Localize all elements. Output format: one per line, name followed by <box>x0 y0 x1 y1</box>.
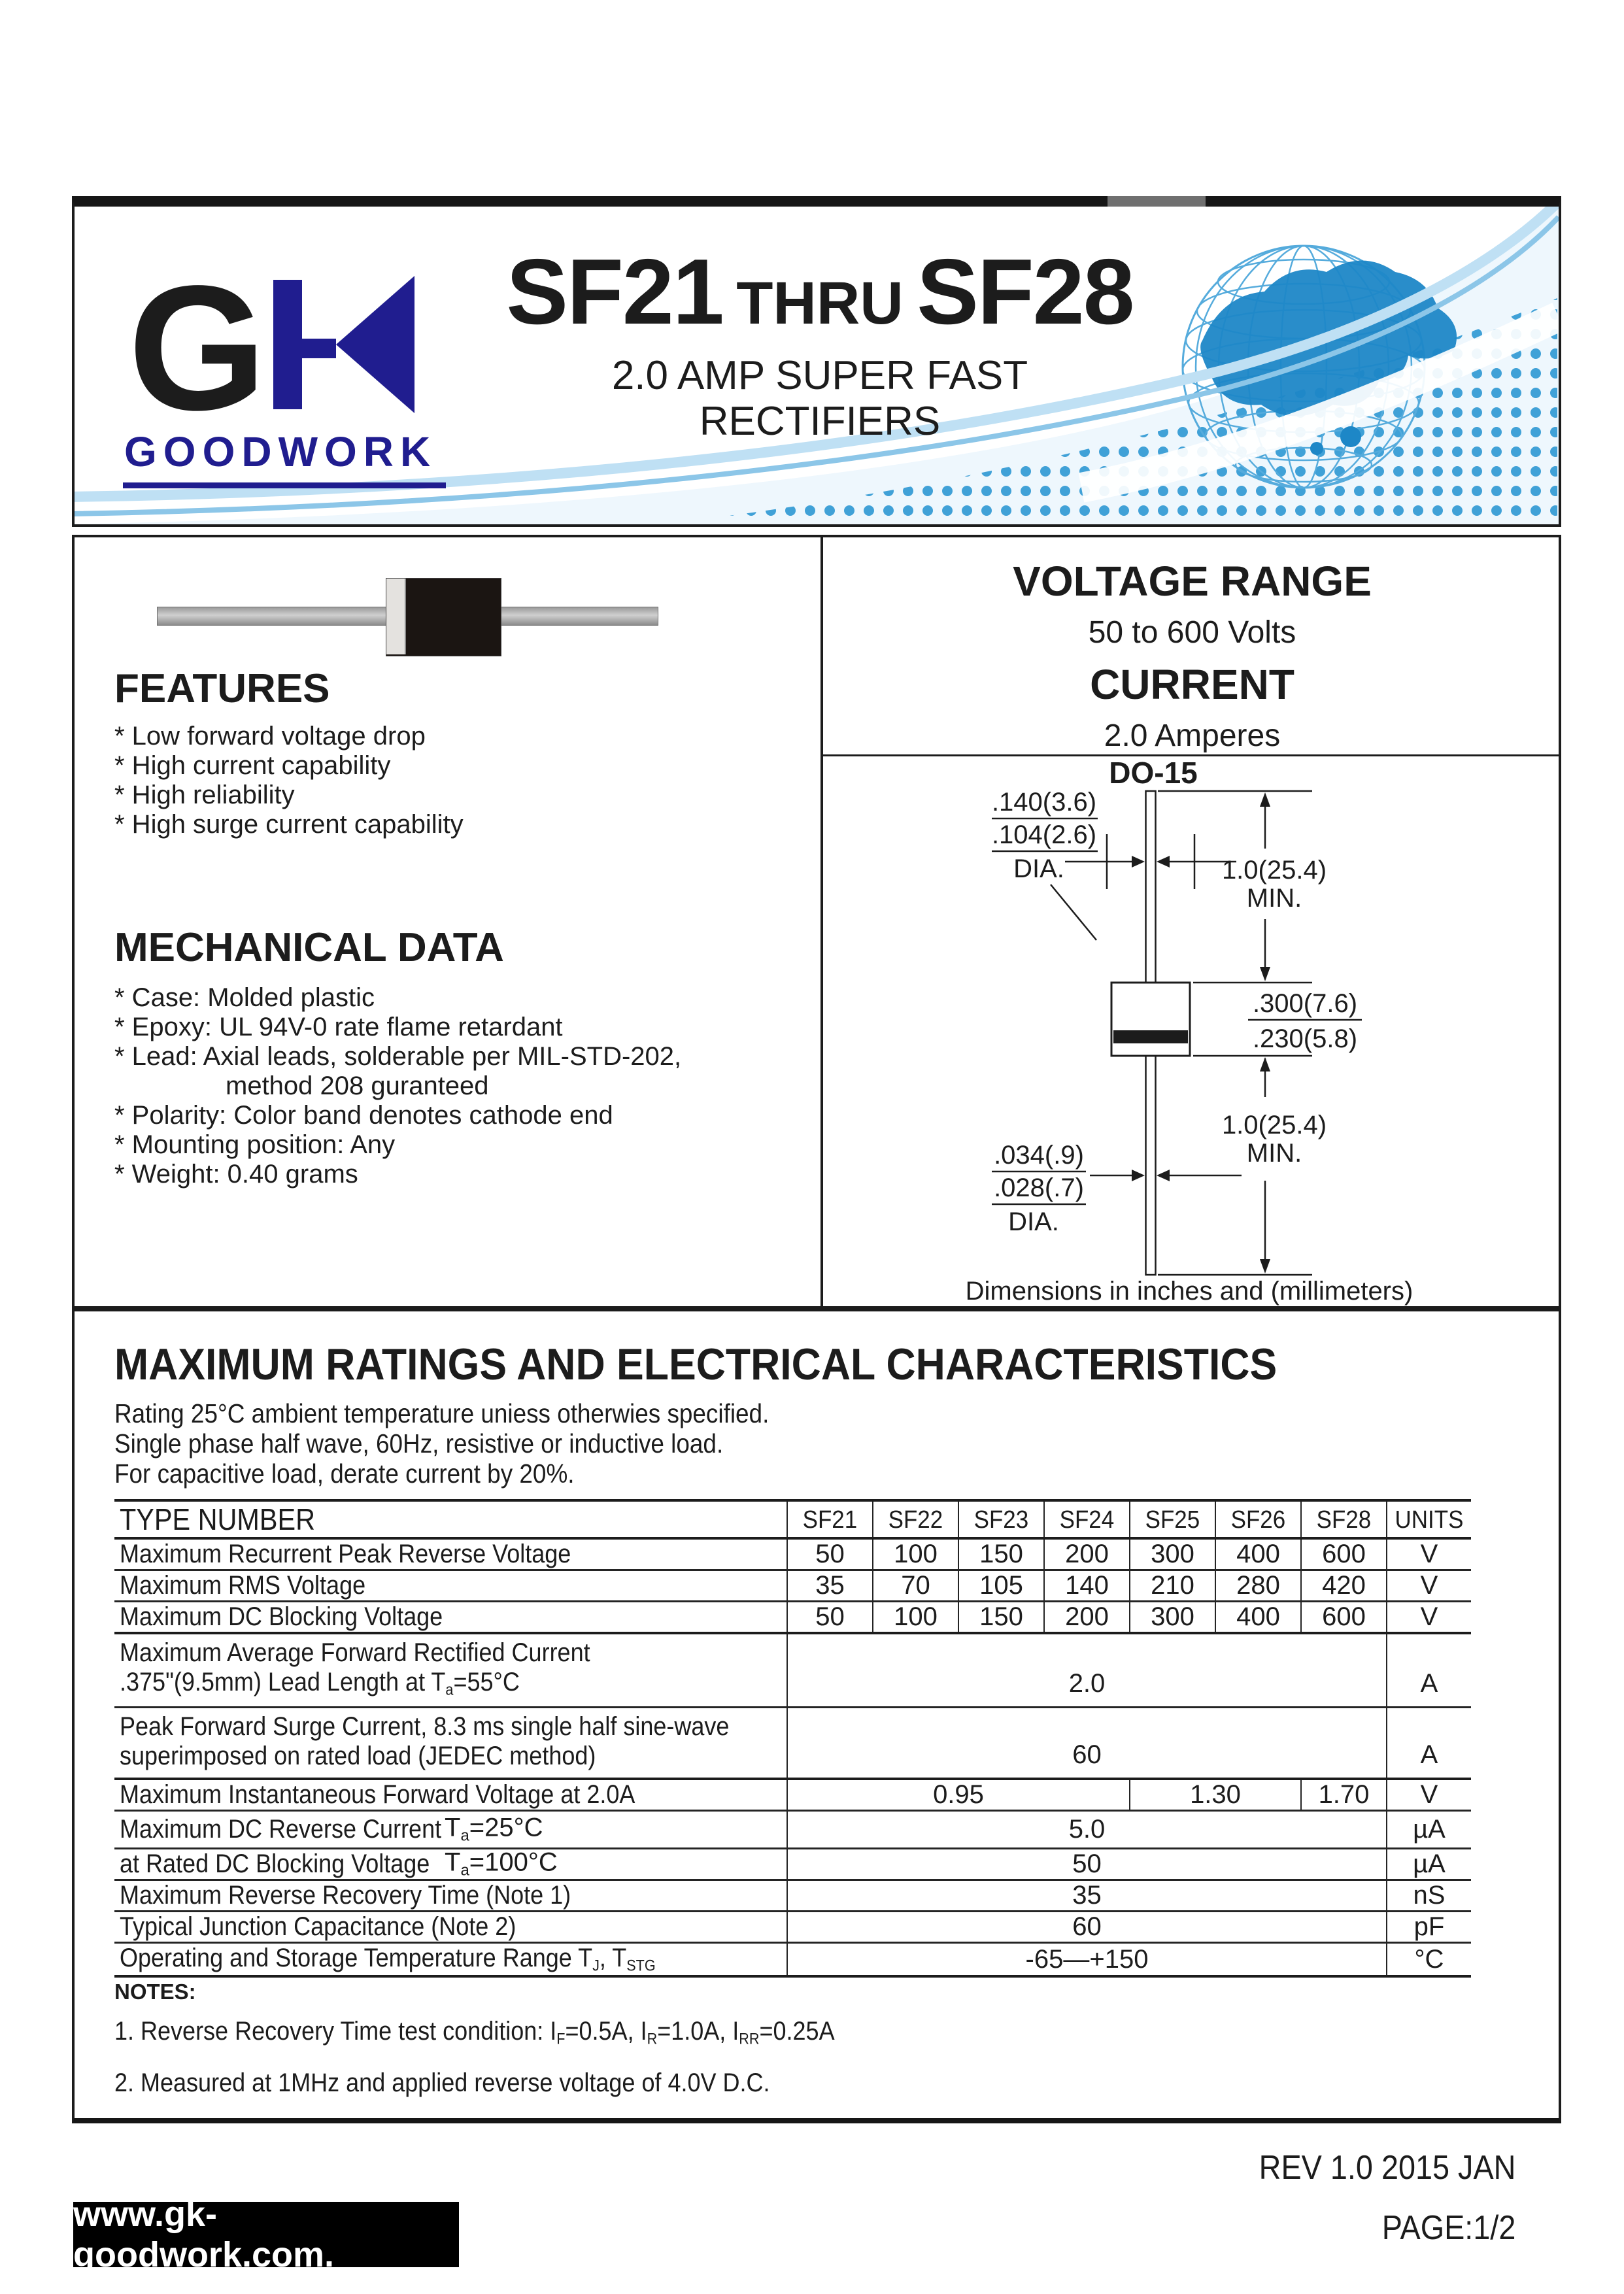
cell-unit: V <box>1387 1538 1471 1570</box>
cell-value-sf21-24: 0.95 <box>933 1780 984 1809</box>
revision-text: REV 1.0 2015 JAN <box>1259 2149 1515 2187</box>
cell-unit: µA <box>1387 1848 1471 1880</box>
page-number: PAGE:1/2 <box>1381 2209 1515 2247</box>
row-label: at Rated DC Blocking Voltage <box>120 1849 430 1878</box>
feature-item: * High reliability <box>114 781 295 809</box>
dim-dia-label: DIA. <box>1013 854 1064 883</box>
table-row <box>114 1602 1471 1634</box>
cell-value: 400 <box>1215 1602 1301 1634</box>
cell-unit: µA <box>1387 1810 1471 1848</box>
diagram-body <box>1111 983 1190 1056</box>
cell-unit: nS <box>1387 1880 1471 1911</box>
table-row <box>114 1810 1471 1848</box>
intro-line: For capacitive load, derate current by 20%. <box>114 1459 575 1489</box>
cell-value: 600 <box>1301 1538 1387 1570</box>
cell-value-merged: 5.0 <box>1068 1814 1106 1844</box>
table-row <box>114 1779 1471 1811</box>
cell-value: 210 <box>1130 1570 1215 1602</box>
col-sf25: SF25 <box>1145 1506 1200 1534</box>
row-label-line2: superimposed on rated load (JEDEC method) <box>120 1741 596 1770</box>
ratings-heading: MAXIMUM RATINGS AND ELECTRICAL CHARACTERISTICS <box>114 1340 1277 1389</box>
row-label: Typical Junction Capacitance (Note 2) <box>120 1912 516 1941</box>
title-part2: SF28 <box>917 240 1134 344</box>
col-sf24: SF24 <box>1059 1506 1115 1534</box>
mechanical-item: * Weight: 0.40 grams <box>114 1160 358 1189</box>
mechanical-item: * Polarity: Color band denotes cathode end <box>114 1101 613 1130</box>
mechanical-item: * Epoxy: UL 94V-0 rate flame retardant <box>114 1013 563 1041</box>
dim-lead-dia-max: .034(.9) <box>994 1141 1084 1170</box>
header-box <box>72 196 1561 527</box>
website-url: www.gk-goodwork.com. <box>73 2195 335 2274</box>
col-type-number: TYPE NUMBER <box>120 1502 316 1536</box>
col-sf21: SF21 <box>802 1506 858 1534</box>
dim-dia-label-bottom: DIA. <box>1008 1207 1059 1236</box>
dim-lead-length-bottom: 1.0(25.4) <box>1221 1111 1327 1139</box>
table-header-row <box>114 1500 1471 1538</box>
diode-cathode-band <box>386 579 406 654</box>
row-label: Maximum RMS Voltage <box>120 1571 366 1600</box>
row-label: Maximum DC Blocking Voltage <box>120 1602 443 1631</box>
cell-value-merged: 50 <box>1072 1849 1102 1878</box>
cell-value-merged: 2.0 <box>1068 1668 1106 1698</box>
diagram-cathode-band <box>1113 1030 1188 1043</box>
row-condition: $T_a=25^\circ C$ <box>445 1813 543 1845</box>
row-label-line1: Peak Forward Surge Current, 8.3 ms single half sine-wave <box>120 1712 730 1741</box>
logo-g-letter: G <box>128 275 267 425</box>
current-label: CURRENT <box>1090 661 1294 708</box>
mechanical-item: * Lead: Axial leads, solderable per MIL-STD-202, <box>114 1042 682 1071</box>
feature-item: * High current capability <box>114 751 391 780</box>
table-row <box>114 1848 1471 1880</box>
cell-value: 420 <box>1301 1570 1387 1602</box>
dim-min-label-bottom: MIN. <box>1246 1139 1302 1168</box>
mechanical-item: * Case: Molded plastic <box>114 983 375 1012</box>
cell-value-sf28: 1.70 <box>1301 1779 1387 1811</box>
notes-heading: NOTES: <box>114 1980 196 2004</box>
row-label: Maximum Reverse Recovery Time (Note 1) <box>120 1880 571 1910</box>
voltage-range-label: VOLTAGE RANGE <box>1013 558 1372 605</box>
cell-value: 50 <box>787 1538 873 1570</box>
col-units: UNITS <box>1395 1506 1464 1534</box>
dim-lead-dia-min: .028(.7) <box>994 1173 1084 1202</box>
dim-min-label-top: MIN. <box>1246 884 1302 913</box>
logo-k-bar <box>302 339 336 358</box>
mechanical-list <box>114 983 681 1189</box>
col-sf26: SF26 <box>1230 1506 1286 1534</box>
logo-k-stem <box>273 280 302 409</box>
cell-value: 35 <box>787 1570 873 1602</box>
horizontal-divider <box>823 754 1561 756</box>
cell-value: 140 <box>1044 1570 1130 1602</box>
mechanical-item: * Mounting position: Any <box>114 1130 396 1159</box>
cell-value: 280 <box>1215 1570 1301 1602</box>
cell-value-sf25-26: 1.30 <box>1130 1779 1301 1811</box>
cell-value: 200 <box>1044 1538 1130 1570</box>
cell-value-merged: 35 <box>1072 1880 1102 1910</box>
package-name: DO-15 <box>1109 757 1198 790</box>
table-row <box>114 1911 1471 1942</box>
cell-value: 300 <box>1130 1538 1215 1570</box>
intro-line: Single phase half wave, 60Hz, resistive or inductive load. <box>114 1428 724 1459</box>
intro-line: Rating 25°C ambient temperature uniess otherwies specified. <box>114 1398 770 1428</box>
row-label-line1: Maximum Average Forward Rectified Current <box>120 1638 590 1667</box>
dim-body-dia-max: .140(3.6) <box>991 788 1097 817</box>
table-row <box>114 1942 1471 1976</box>
logo-wordmark: GOODWORK <box>123 428 446 488</box>
cell-value-merged: -65—+150 <box>1025 1944 1149 1974</box>
cell-unit: V <box>1387 1570 1471 1602</box>
table-row <box>114 1707 1471 1779</box>
dim-lead-length-top: 1.0(25.4) <box>1221 856 1327 885</box>
website-badge <box>73 2195 459 2274</box>
page-subtitle: 2.0 AMP SUPER FAST RECTIFIERS <box>611 353 1028 444</box>
cell-value: 100 <box>873 1602 958 1634</box>
table-row <box>114 1538 1471 1570</box>
current-value: 2.0 Amperes <box>1104 718 1281 753</box>
feature-item: * High surge current capability <box>114 810 464 839</box>
table-row <box>114 1880 1471 1911</box>
dim-body-len-min: .230(5.8) <box>1252 1024 1358 1053</box>
cell-value: 150 <box>958 1602 1044 1634</box>
cell-value: 400 <box>1215 1538 1301 1570</box>
row-label: Maximum Recurrent Peak Reverse Voltage <box>120 1540 571 1568</box>
features-heading: FEATURES <box>114 666 330 711</box>
mechanical-item: method 208 guranteed <box>226 1071 489 1100</box>
cell-unit: °C <box>1387 1942 1471 1976</box>
specs-block <box>823 553 1561 760</box>
do15-package-diagram <box>823 757 1561 1306</box>
ratings-box <box>72 1309 1561 2123</box>
cell-value: 50 <box>787 1602 873 1634</box>
cell-value: 150 <box>958 1538 1044 1570</box>
col-sf22: SF22 <box>888 1506 943 1534</box>
cell-unit: pF <box>1387 1911 1471 1942</box>
cell-unit: A <box>1387 1633 1471 1707</box>
table-row <box>114 1633 1471 1707</box>
voltage-range-value: 50 to 600 Volts <box>1088 615 1296 650</box>
cell-value: 200 <box>1044 1602 1130 1634</box>
note-2: 2. Measured at 1MHz and applied reverse voltage of 4.0V D.C. <box>114 2068 770 2097</box>
cell-value-merged: 60 <box>1072 1740 1102 1769</box>
row-label: Maximum DC Reverse Current <box>120 1814 442 1844</box>
col-sf23: SF23 <box>973 1506 1029 1534</box>
col-sf28: SF28 <box>1316 1506 1372 1534</box>
ratings-intro <box>114 1398 842 1489</box>
dim-body-len-max: .300(7.6) <box>1252 989 1358 1018</box>
cell-value: 70 <box>873 1570 958 1602</box>
row-label-line2: .375"(9.5mm) Lead Length at $T_a=55^\circ C$ <box>120 1668 520 1699</box>
dim-body-dia-min: .104(2.6) <box>991 820 1097 849</box>
ratings-table <box>114 1499 1471 1978</box>
features-package-box <box>72 535 1561 1309</box>
row-condition: $T_a=100^\circ C$ <box>445 1847 558 1880</box>
note-1: 1. Reverse Recovery Time test condition: $I_F=0.5A$, $I_R=1.0A$, $I_{RR}=0.25A$ <box>114 2017 835 2048</box>
logo-k-triangle <box>336 276 414 413</box>
row-label: Operating and Storage Temperature Range $T_J$, $T_{STG}$ <box>120 1943 656 1975</box>
cell-value: 105 <box>958 1570 1044 1602</box>
gk-logo <box>128 275 494 425</box>
cell-unit: A <box>1387 1707 1471 1779</box>
title-part1: SF21 <box>506 240 723 344</box>
page-title <box>493 240 1147 370</box>
mechanical-heading: MECHANICAL DATA <box>114 925 504 970</box>
dimensions-caption: Dimensions in inches and (millimeters) <box>965 1277 1413 1306</box>
cell-value: 100 <box>873 1538 958 1570</box>
cell-value: 300 <box>1130 1602 1215 1634</box>
title-thru: THRU <box>736 270 904 337</box>
feature-item: * Low forward voltage drop <box>114 722 426 751</box>
table-row <box>114 1570 1471 1602</box>
cell-unit: V <box>1387 1602 1471 1634</box>
cell-value: 600 <box>1301 1602 1387 1634</box>
cell-unit: V <box>1387 1779 1471 1811</box>
features-list <box>114 722 464 839</box>
row-label: Maximum Instantaneous Forward Voltage at 2.0A <box>120 1780 635 1809</box>
cell-value-merged: 60 <box>1072 1912 1102 1941</box>
topbar-notch <box>1108 196 1206 207</box>
